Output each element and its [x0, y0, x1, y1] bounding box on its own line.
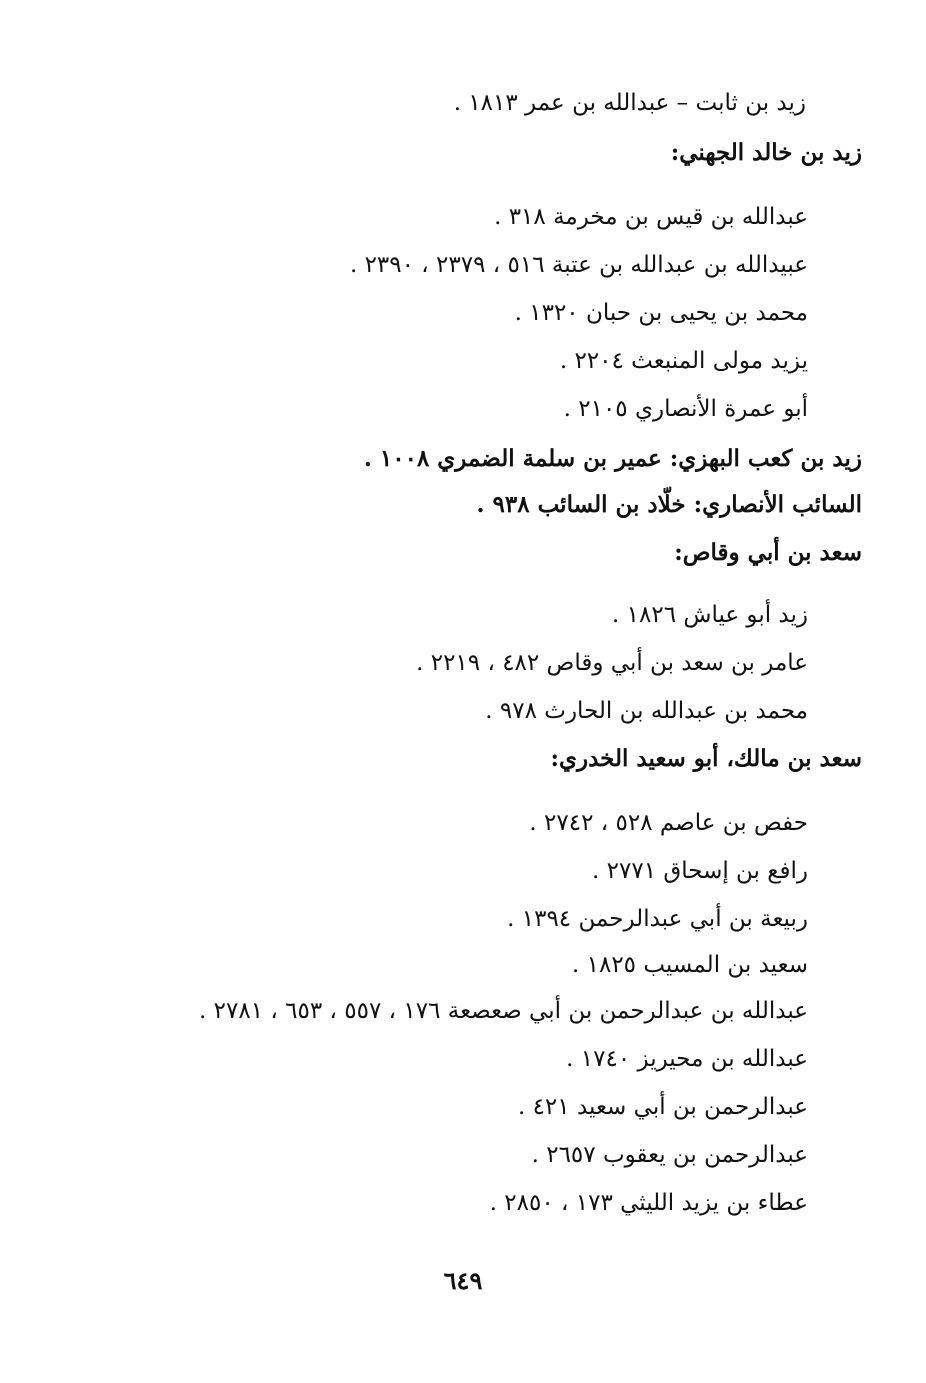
index-entry: عبدالله بن قيس بن مخرمة ٣١٨ .	[494, 204, 808, 230]
index-entry: ربيعة بن أبي عبدالرحمن ١٣٩٤ .	[507, 906, 808, 932]
index-entry: محمد بن يحيى بن حبان ١٣٢٠ .	[514, 300, 808, 326]
index-entry: حفص بن عاصم ٥٢٨ ، ٢٧٤٢ .	[529, 810, 808, 836]
narrator-heading: زيد بن خالد الجهني:	[670, 139, 862, 166]
narrator-heading: السائب الأنصاري: خلّاد بن السائب ٩٣٨ .	[476, 491, 862, 518]
index-entry: عامر بن سعد بن أبي وقاص ٤٨٢ ، ٢٢١٩ .	[416, 650, 808, 676]
narrator-heading: زيد بن كعب البهزي: عمير بن سلمة الضمري ١٠٠٨ .	[363, 445, 862, 472]
narrator-heading: سعد بن مالك، أبو سعيد الخدري:	[550, 745, 862, 772]
index-entry: عبدالله بن عبدالرحمن بن أبي صعصعة ١٧٦ ، ٥٥٧ ، ٦٥٣ ، ٢٧٨١ .	[199, 998, 808, 1024]
index-entry: عبدالرحمن بن أبي سعيد ٤٢١ .	[517, 1094, 808, 1120]
index-entry: محمد بن عبدالله بن الحارث ٩٧٨ .	[485, 698, 808, 724]
page-number: ٦٤٩	[443, 1266, 483, 1295]
index-entry: عبيدالله بن عبدالله بن عتبة ٥١٦ ، ٢٣٧٩ ، ٢٣٩٠ .	[349, 252, 808, 278]
index-entry: زيد أبو عياش ١٨٢٦ .	[612, 602, 808, 628]
index-entry: عبدالرحمن بن يعقوب ٢٦٥٧ .	[531, 1142, 808, 1168]
index-entry: سعيد بن المسيب ١٨٢٥ .	[571, 952, 808, 978]
index-entry: يزيد مولى المنبعث ٢٢٠٤ .	[559, 348, 808, 374]
index-entry: أبو عمرة الأنصاري ٢١٠٥ .	[563, 396, 808, 422]
index-entry: رافع بن إسحاق ٢٧٧١ .	[592, 858, 808, 884]
narrator-heading: سعد بن أبي وقاص:	[674, 539, 862, 566]
index-entry: عبدالله بن محيريز ١٧٤٠ .	[566, 1046, 808, 1072]
index-entry: عطاء بن يزيد الليثي ١٧٣ ، ٢٨٥٠ .	[489, 1190, 808, 1216]
index-entry: زيد بن ثابت – عبدالله بن عمر ١٨١٣ .	[453, 90, 806, 116]
